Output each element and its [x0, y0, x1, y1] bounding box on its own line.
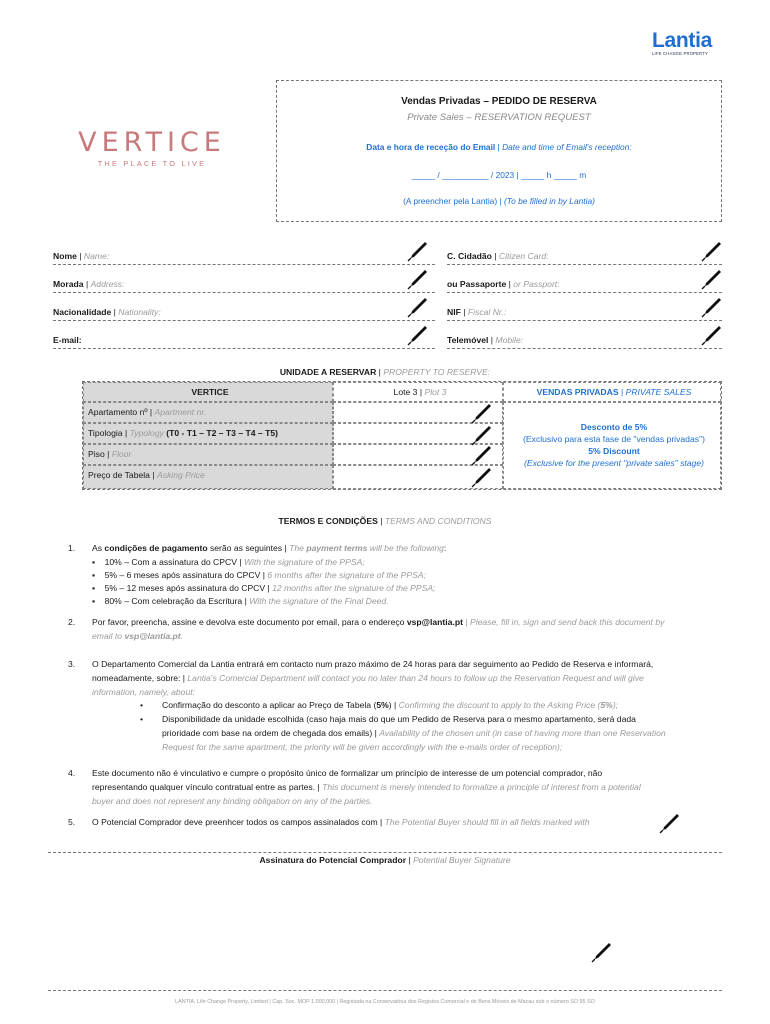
passport-field[interactable]: ou Passaporte | or Passport: [447, 279, 722, 293]
term-number-1: 1. [68, 543, 76, 553]
pen-icon [700, 296, 722, 318]
vertice-logo-name: VERTICE [78, 127, 226, 158]
term-3-bullet-discount: • Confirmação do desconto a aplicar ao Preço de Tabela (5%) | Confirming the discount to apply to the Asking Price (5%); [140, 700, 619, 710]
unit-table [82, 381, 722, 490]
request-header-box [276, 80, 722, 222]
discount-note-pt: (Exclusivo para esta fase de "vendas privadas") [523, 434, 705, 444]
reception-date-label: Data e hora de receção do Email | Date and time of Email's reception: [366, 142, 632, 152]
pen-icon [590, 941, 612, 963]
payment-item: ▪ 5% – 6 meses após assinatura do CPCV | 6 months after the signature of the PPSA; [92, 570, 426, 580]
pen-icon [406, 268, 428, 290]
pen-icon [700, 240, 722, 262]
unit-row-typology-label: Tipologia | Typology (T0 - T1 – T2 – T3 – T4 – T5) [83, 423, 333, 444]
term-3-bullets [140, 698, 730, 754]
term-number-2: 2. [68, 617, 76, 627]
unit-table-project-header: VERTICE [83, 382, 333, 402]
term-3: O Departamento Comercial da Lantia entrará em contacto num prazo máximo de 24 horas para dar seguimento ao Pedido de Reserva e informará, nomeadamente, sobre: | Lantia's Comercial Department will contact you no later than 24 hours to follow up the Reservation Request and will give information, namely, about: [92, 659, 654, 697]
term-1: As condições de pagamento serão as seguintes | The payment terms will be the following: [92, 543, 447, 553]
term-number-5: 5. [68, 817, 76, 827]
signature-separator [48, 852, 722, 853]
unit-table-private-sales-header: VENDAS PRIVADAS | PRIVATE SALES [503, 382, 721, 402]
unit-section-title: UNIDADE A RESERVAR | PROPERTY TO RESERVE: [279, 367, 491, 377]
mobile-field[interactable]: Telemóvel | Mobile: [447, 335, 722, 349]
term-2: Por favor, preencha, assine e devolva este documento por email, para o endereço vsp@lantia.pt | Please, fill in, sign and send back this document by email to vsp@lantia.pt. [92, 617, 665, 641]
pen-icon [406, 324, 428, 346]
discount-title-pt: Desconto de 5% [580, 422, 648, 432]
discount-note-en: (Exclusive for the present "private sales" stage) [524, 458, 704, 468]
pen-icon [470, 444, 492, 466]
unit-row-price-label: Preço de Tabela | Asking Price [83, 465, 333, 489]
pen-icon [406, 296, 428, 318]
address-field[interactable]: Morada | Address: [53, 279, 435, 293]
pen-icon [406, 240, 428, 262]
payment-item: ▪ 10% – Com a assinatura do CPCV | With the signature of the PPSA; [92, 557, 365, 567]
signature-area[interactable] [48, 870, 722, 980]
lantia-logo-tagline: LIFE CHANGE PROPERTY [652, 51, 709, 56]
discount-title-en: 5% Discount [588, 446, 640, 456]
reception-date-line[interactable]: _____ / __________ / 2023 | _____ h _____ m [411, 170, 587, 180]
terms-title: TERMOS E CONDIÇÕES | TERMS AND CONDITIONS [278, 516, 492, 526]
lantia-logo-name: Lantia [652, 29, 713, 52]
form-subtitle: Private Sales – RESERVATION REQUEST [407, 112, 591, 123]
discount-info [503, 402, 721, 489]
pen-icon [470, 424, 492, 446]
pen-icon [700, 268, 722, 290]
signature-title: Assinatura do Potencial Comprador | Potential Buyer Signature [259, 855, 511, 865]
vertice-logo-tagline: THE PLACE TO LIVE [97, 159, 207, 168]
payment-item: ▪ 80% – Com celebração da Escritura | With the signature of the Final Deed. [92, 596, 389, 606]
footer-separator [48, 990, 722, 991]
payment-item: ▪ 5% – 12 meses após assinatura do CPCV | 12 months after the signature of the PPSA; [92, 583, 436, 593]
unit-row-floor-label: Piso | Floor [83, 444, 333, 465]
nif-field[interactable]: NIF | Fiscal Nr.: [447, 307, 722, 321]
pen-icon [658, 812, 680, 834]
term-4: Este documento não é vinculativo e cumpre o propósito único de formalizar um princípio de interesse de um potencial comprador, não representando qualquer vínculo contratual entre as partes. | This document is merely intended to formalize a principle of interest from a potential buyer and does not represent any binding obligation on any of the parties. [92, 768, 641, 806]
vertice-logo [66, 128, 238, 168]
pen-icon [470, 402, 492, 424]
fill-by-lantia-note: (A preencher pela Lantia) | (To be filled in by Lantia) [403, 196, 595, 206]
pen-icon [700, 324, 722, 346]
term-number-4: 4. [68, 768, 76, 778]
term-5: O Potencial Comprador deve preenhcer todos os campos assinalados com | The Potential Buyer should fill in all fields marked with [92, 817, 590, 827]
citizen-card-field[interactable]: C. Cidadão | Citizen Card: [447, 251, 722, 265]
term-number-3: 3. [68, 659, 76, 669]
footer-text: LANTIA, Life Change Property, Limited | Cap. Soc. MOP 1.000.000 | Registada na Conservatória dos Registos Comercial e de Bens Móveis de Macau sob o número SO 95 SO [175, 999, 595, 1005]
form-title: Vendas Privadas – PEDIDO DE RESERVA [401, 96, 597, 107]
unit-table-lot-header: Lote 3 | Plot 3 [333, 382, 503, 402]
nationality-field[interactable]: Nacionalidade | Nationality: [53, 307, 435, 321]
unit-row-apartment-label: Apartamento nº | Apartment nr. [83, 402, 333, 423]
pen-icon [470, 466, 492, 488]
term-3-bullet-availability: • Disponibilidade da unidade escolhida (caso haja mais do que um Pedido de Reserva para o mesmo apartamento, será dada prioridade com base na ordem de chegada dos emails) | Availability of the chosen unit (in case of having more than one Reservation Request for the same apartment, the priority will be given accordingly with the e-mails order of reception); [140, 714, 666, 752]
lantia-logo [652, 30, 732, 56]
name-field[interactable]: Nome | Name: [53, 251, 435, 265]
payment-bullets [92, 556, 436, 608]
email-field[interactable]: E-mail: [53, 335, 435, 349]
